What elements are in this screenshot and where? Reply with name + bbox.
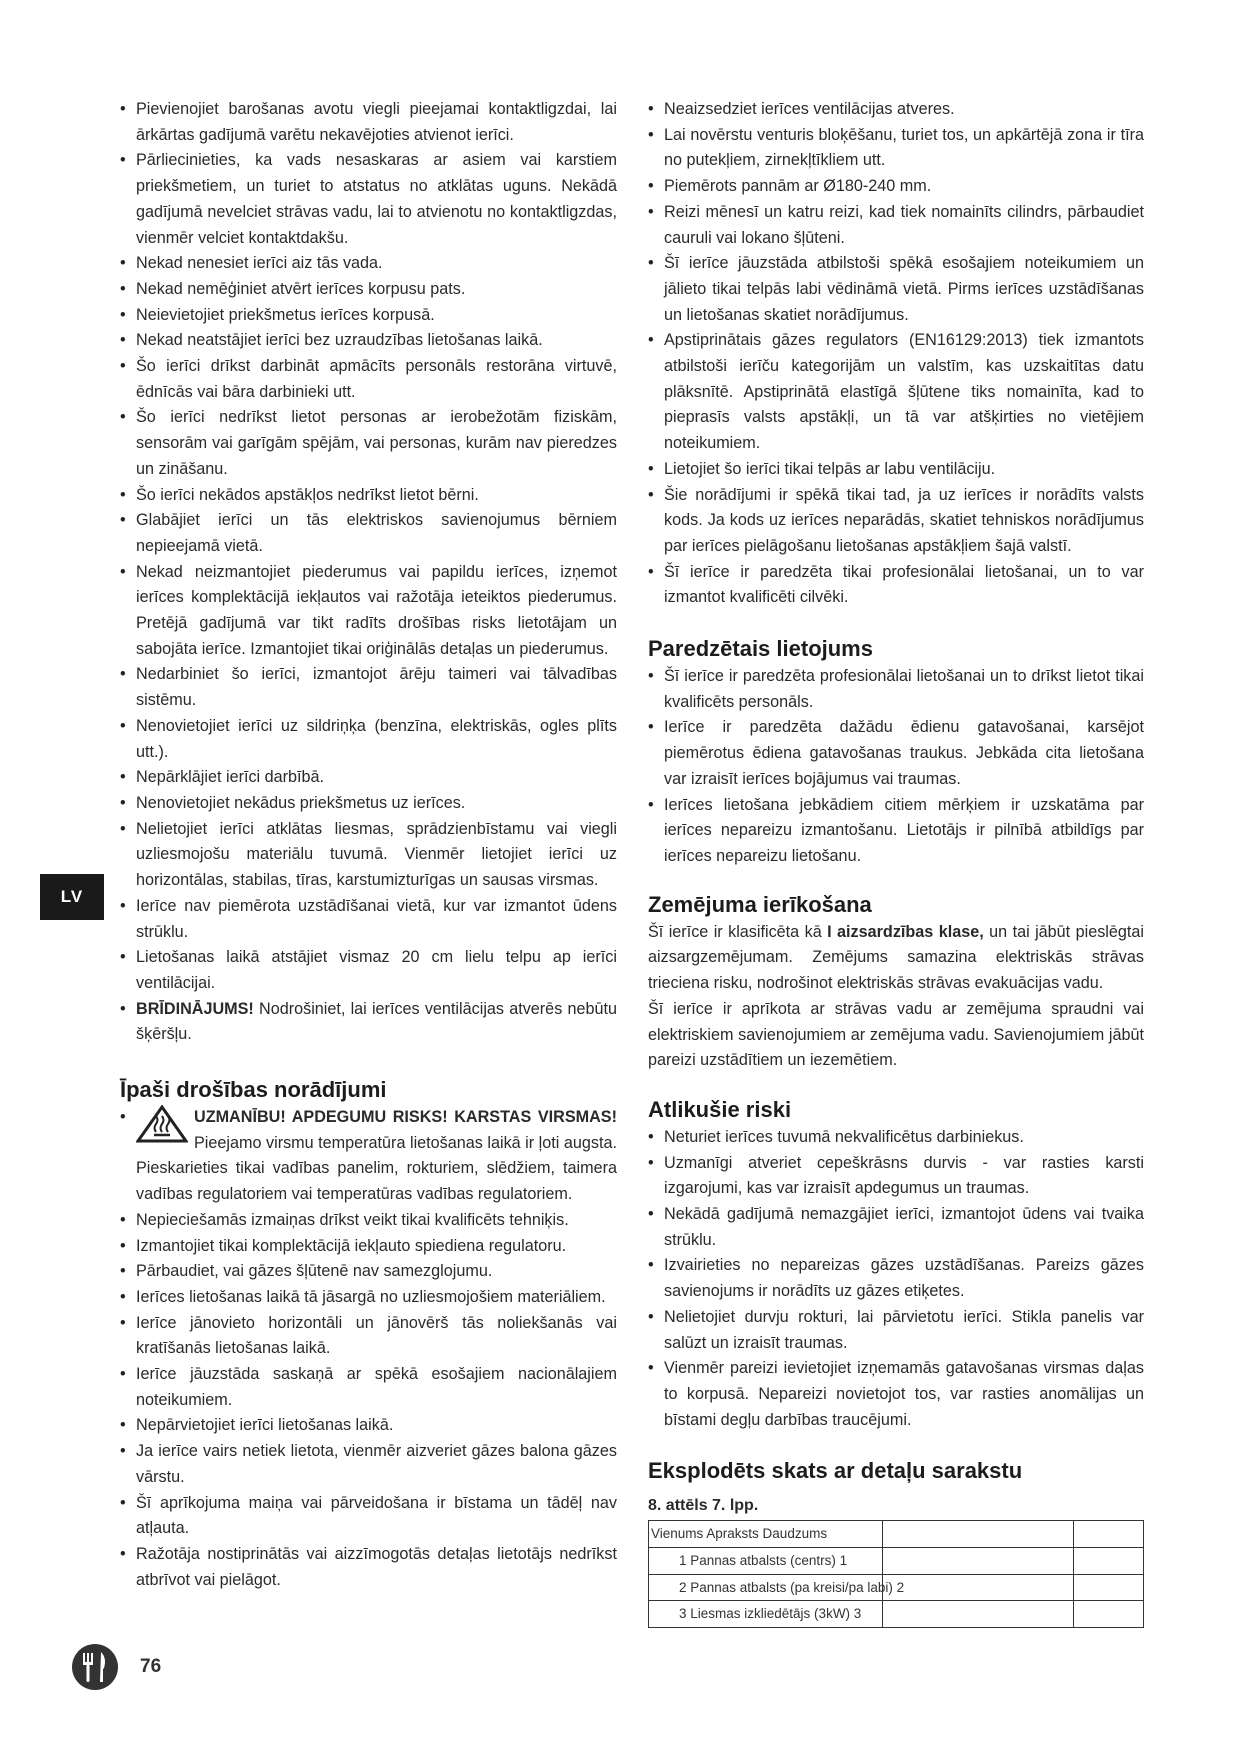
list-item: • Pārbaudiet, vai gāzes šļūtenē nav samezglojumu. xyxy=(120,1259,617,1285)
section-heading: Īpaši drošības norādījumi xyxy=(120,1077,387,1103)
intended-use-list xyxy=(648,664,1144,870)
list-item: • Nekad nenesiet ierīci aiz tās vada. xyxy=(120,251,617,277)
part-row-text: 3 Liesmas izkliedētājs (3kW) 3 xyxy=(679,1606,862,1622)
list-item: • Neturiet ierīces tuvumā nekvalificētus darbiniekus. xyxy=(648,1125,1144,1151)
list-item: • Nekādā gadījumā nemazgājiet ierīci, izmantojot ūdens vai tvaika strūklu. xyxy=(648,1202,1144,1253)
list-item xyxy=(120,997,617,1048)
table-header-row xyxy=(649,1521,1144,1548)
grounding-paragraph: Šī ierīce ir aprīkota ar strāvas vadu ar zemējuma spraudni vai elektriskiem savienojumiem ar zemējuma vadu. Savienojumiem jābūt pareizi uzstādītiem un iezemētiem. xyxy=(648,999,1144,1070)
intended-use-section xyxy=(648,635,1144,870)
table-cell xyxy=(649,1521,883,1548)
part-row-text: 2 Pannas atbalsts (pa kreisi/pa labi) 2 xyxy=(679,1579,905,1595)
text-span: un tai jābūt pieslēgtai aizsargzemējumam. Zemējums samazina elektriskās strāvas trieciena risku, nodrošinot elektriskās strāvas evakuācijas vadu. xyxy=(648,922,1144,993)
list-item xyxy=(120,1105,617,1208)
safety-list xyxy=(648,97,1144,611)
table-cell xyxy=(1074,1521,1144,1548)
residual-risks-list xyxy=(648,1125,1144,1433)
figure-caption: 8. attēls 7. lpp. xyxy=(648,1497,759,1515)
list-item: • Šī ierīce jāuzstāda atbilstoši spēkā esošajiem noteikumiem un jālieto tikai telpās labi vēdināmā vietā. Pirms ierīces uzstādīšanas un lietošanas skatiet norādījumus. xyxy=(648,251,1144,328)
left-column xyxy=(120,97,617,1593)
list-item: • Ierīce ir paredzēta dažādu ēdienu gatavošanai, karsējot piemērotus ēdiena gatavošanas traukus. Jebkāda cita lietošana var izraisīt ierīces bojājumus vai traumas. xyxy=(648,715,1144,792)
list-item: • Nenovietojiet ierīci uz sildriņķa (benzīna, elektriskās, ogles plīts utt.). xyxy=(120,714,617,765)
list-item: • Nekad neizmantojiet piederumus vai papildu ierīces, izņemot ierīces komplektācijā iekļautos vai ražotāja ieteiktos piederumus. Pretējā gadījumā var tikt radīts drošības risks lietotājam un sabojāta ierīce. Izmantojiet tikai oriģinālās detaļas un piederumus. xyxy=(120,560,617,663)
section-heading: Zemējuma ierīkošana xyxy=(648,891,872,917)
parts-table xyxy=(648,1520,1144,1628)
special-warning-list xyxy=(120,1105,617,1208)
list-item: • Nelietojiet ierīci atklātas liesmas, sprādzienbīstamu vai viegli uzliesmojošu materiālu tuvumā. Vienmēr lietojiet ierīci uz horizontālas, stabilas, tīras, karstumizturīgas un sausas virsmas. xyxy=(120,817,617,894)
list-item: • Ierīces lietošanas laikā tā jāsargā no uzliesmojošiem materiāliem. xyxy=(120,1285,617,1311)
residual-risks-section xyxy=(648,1096,1144,1433)
right-column xyxy=(648,97,1144,1628)
list-item: • Šī ierīce ir paredzēta tikai profesionālai lietošanai, un to var izmantot kvalificēti cilvēki. xyxy=(648,560,1144,611)
safety-list xyxy=(120,97,617,997)
warning-list xyxy=(120,997,617,1048)
section-heading: Paredzētais lietojums xyxy=(648,636,873,662)
list-item: • Uzmanīgi atveriet cepeškrāsns durvis - var rasties karsti izgarojumi, kas var izraisīt apdegumus un traumas. xyxy=(648,1151,1144,1202)
list-item: • Izvairieties no nepareizas gāzes uzstādīšanas. Pareizs gāzes savienojums ir norādīts uz gāzes etiķetes. xyxy=(648,1253,1144,1304)
list-item: • Ierīces lietošana jebkādiem citiem mērķiem ir uzskatāma par ierīces nepareizu izmantošanu. Lietotājs ir pilnībā atbildīgs par ierīces nepareizu lietošanu. xyxy=(648,793,1144,870)
parts-header: Vienums Apraksts Daudzums xyxy=(651,1526,828,1542)
list-item: • Nelietojiet durvju rokturi, lai pārvietotu ierīci. Stikla panelis var salūzt un izraisīt traumas. xyxy=(648,1305,1144,1356)
part-row-text: 1 Pannas atbalsts (centrs) 1 xyxy=(679,1553,848,1569)
list-item: • Šī aprīkojuma maiņa vai pārveidošana ir bīstama un tādēļ nav atļauta. xyxy=(120,1491,617,1542)
table-row xyxy=(649,1548,1144,1575)
exploded-view-section xyxy=(648,1457,1144,1628)
warning-text: Nodrošiniet, lai ierīces ventilācijas atverēs nebūtu šķēršļu. xyxy=(136,999,617,1044)
list-item: • Nenovietojiet nekādus priekšmetus uz ierīces. xyxy=(120,791,617,817)
table-cell xyxy=(649,1574,905,1601)
table-cell xyxy=(1074,1601,1144,1628)
language-tab: LV xyxy=(40,874,104,920)
table-cell xyxy=(883,1521,1074,1548)
text-span: Šī ierīce ir klasificēta kā xyxy=(648,922,828,941)
list-item: • Vienmēr pareizi ievietojiet izņemamās gatavošanas virsmas daļas to korpusā. Nepareizi novietojot tos, var rasties anomālijas un bīstami degļu darbības traucējumi. xyxy=(648,1356,1144,1433)
table-cell xyxy=(649,1601,883,1628)
list-item: • Ierīce nav piemērota uzstādīšanai vietā, kur var izmantot ūdens strūklu. xyxy=(120,894,617,945)
list-item: • Nekad nemēģiniet atvērt ierīces korpusu pats. xyxy=(120,277,617,303)
list-item: • Ja ierīce vairs netiek lietota, vienmēr aizveriet gāzes balona gāzes vārstu. xyxy=(120,1439,617,1490)
list-item: • Ražotāja nostiprinātās vai aizzīmogotās detaļas lietotājs nedrīkst atbrīvot vai pielāgot. xyxy=(120,1542,617,1593)
table-cell xyxy=(883,1574,1074,1601)
list-item: • Nekad neatstājiet ierīci bez uzraudzības lietošanas laikā. xyxy=(120,328,617,354)
list-item: • Ierīce jāuzstāda saskaņā ar spēkā esošajiem nacionālajiem noteikumiem. xyxy=(120,1362,617,1413)
grounding-paragraph xyxy=(648,920,1144,997)
table-cell xyxy=(883,1548,1074,1575)
section-heading: Eksplodēts skats ar detaļu sarakstu xyxy=(648,1458,1023,1484)
list-item: • Šie norādījumi ir spēkā tikai tad, ja uz ierīces ir norādīts valsts kods. Ja kods uz ierīces neparādās, skatiet tehniskos norādījumus par ierīces pielāgošanu lietošanas apstākļiem šajā valstī. xyxy=(648,483,1144,560)
list-item: • Reizi mēnesī un katru reizi, kad tiek nomainīts cilindrs, pārbaudiet cauruli vai lokano šļūteni. xyxy=(648,200,1144,251)
special-safety-section xyxy=(120,1076,617,1593)
list-item: • Neievietojiet priekšmetus ierīces korpusā. xyxy=(120,303,617,329)
table-row xyxy=(649,1574,1144,1601)
list-item: • Neaizsedziet ierīces ventilācijas atveres. xyxy=(648,97,1144,123)
hot-surface-icon xyxy=(136,1105,188,1143)
list-item: • Lietojiet šo ierīci tikai telpās ar labu ventilāciju. xyxy=(648,457,1144,483)
list-item: • Nepārklājiet ierīci darbībā. xyxy=(120,765,617,791)
page-number: 76 xyxy=(140,1656,162,1677)
warning-label: BRĪDINĀJUMS! xyxy=(136,999,254,1018)
list-item: • Lai novērstu venturis bloķēšanu, turiet tos, un apkārtējā zona ir tīra no putekļiem, zirnekļtīkliem utt. xyxy=(648,123,1144,174)
list-item: • Piemērots pannām ar Ø180-240 mm. xyxy=(648,174,1144,200)
list-item: • Lietošanas laikā atstājiet vismaz 20 cm lielu telpu ap ierīci ventilācijai. xyxy=(120,945,617,996)
protection-class: I aizsardzības klase, xyxy=(827,922,984,941)
list-item: • Pārliecinieties, ka vads nesaskaras ar asiem vai karstiem priekšmetiem, un turiet to atstatus no atklātas uguns. Nekādā gadījumā nevelciet strāvas vadu, lai to atvienotu no kontaktligzdas, vienmēr velciet kontaktdakšu. xyxy=(120,148,617,251)
list-item: • Ierīce jānovieto horizontāli un jānovērš tās noliekšanās vai kratīšanās lietošanas laikā. xyxy=(120,1311,617,1362)
list-item: • Šo ierīci drīkst darbināt apmācīts personāls restorāna virtuvē, ēdnīcās vai bāra darbinieki utt. xyxy=(120,354,617,405)
special-safety-list xyxy=(120,1208,617,1594)
table-row xyxy=(649,1601,1144,1628)
list-item: • Izmantojiet tikai komplektācijā iekļauto spiediena regulatoru. xyxy=(120,1234,617,1260)
list-item: • Nepārvietojiet ierīci lietošanas laikā. xyxy=(120,1413,617,1439)
section-heading: Atlikušie riski xyxy=(648,1096,792,1122)
table-cell xyxy=(649,1548,883,1575)
warning-label: UZMANĪBU! APDEGUMU RISKS! KARSTAS VIRSMAS! xyxy=(194,1108,617,1127)
list-item: • Šo ierīci nekādos apstākļos nedrīkst lietot bērni. xyxy=(120,483,617,509)
list-item: • Šo ierīci nedrīkst lietot personas ar ierobežotām fiziskām, sensorām vai garīgām spējām, vai personas, kurām nav pieredzes un zināšanu. xyxy=(120,405,617,482)
table-cell xyxy=(883,1601,1074,1628)
list-item: • Nepieciešamās izmaiņas drīkst veikt tikai kvalificēts tehniķis. xyxy=(120,1208,617,1234)
table-cell xyxy=(1074,1548,1144,1575)
grounding-section xyxy=(648,891,1144,1074)
list-item: • Apstiprinātais gāzes regulators (EN16129:2013) tiek izmantots atbilstoši ierīču kategorijām un valstīm, kas uzskaitītas datu plāksnītē. Apstiprinātā elastīgā šļūtene tiks nomainīta, kad to pieprasīs valsts apstākļi, un tā var atšķirties no vietējiem noteikumiem. xyxy=(648,328,1144,457)
list-item: • Šī ierīce ir paredzēta profesionālai lietošanai un to drīkst lietot tikai kvalificēts personāls. xyxy=(648,664,1144,715)
list-item: • Nedarbiniet šo ierīci, izmantojot ārēju taimeri vai tālvadības sistēmu. xyxy=(120,662,617,713)
table-cell xyxy=(1074,1574,1144,1601)
list-item: • Pievienojiet barošanas avotu viegli pieejamai kontaktligzdai, lai ārkārtas gadījumā varētu nekavējoties atvienot ierīci. xyxy=(120,97,617,148)
warning-text: Pieejamo virsmu temperatūra lietošanas laikā ir ļoti augsta. Pieskarieties tikai vadības panelim, rokturiem, slēdžiem, taimera vadības regulatoriem vai temperatūras vadības regulatoriem. xyxy=(136,1133,617,1204)
cutlery-logo-icon xyxy=(70,1642,120,1692)
list-item: • Glabājiet ierīci un tās elektriskos savienojumus bērniem nepieejamā vietā. xyxy=(120,508,617,559)
